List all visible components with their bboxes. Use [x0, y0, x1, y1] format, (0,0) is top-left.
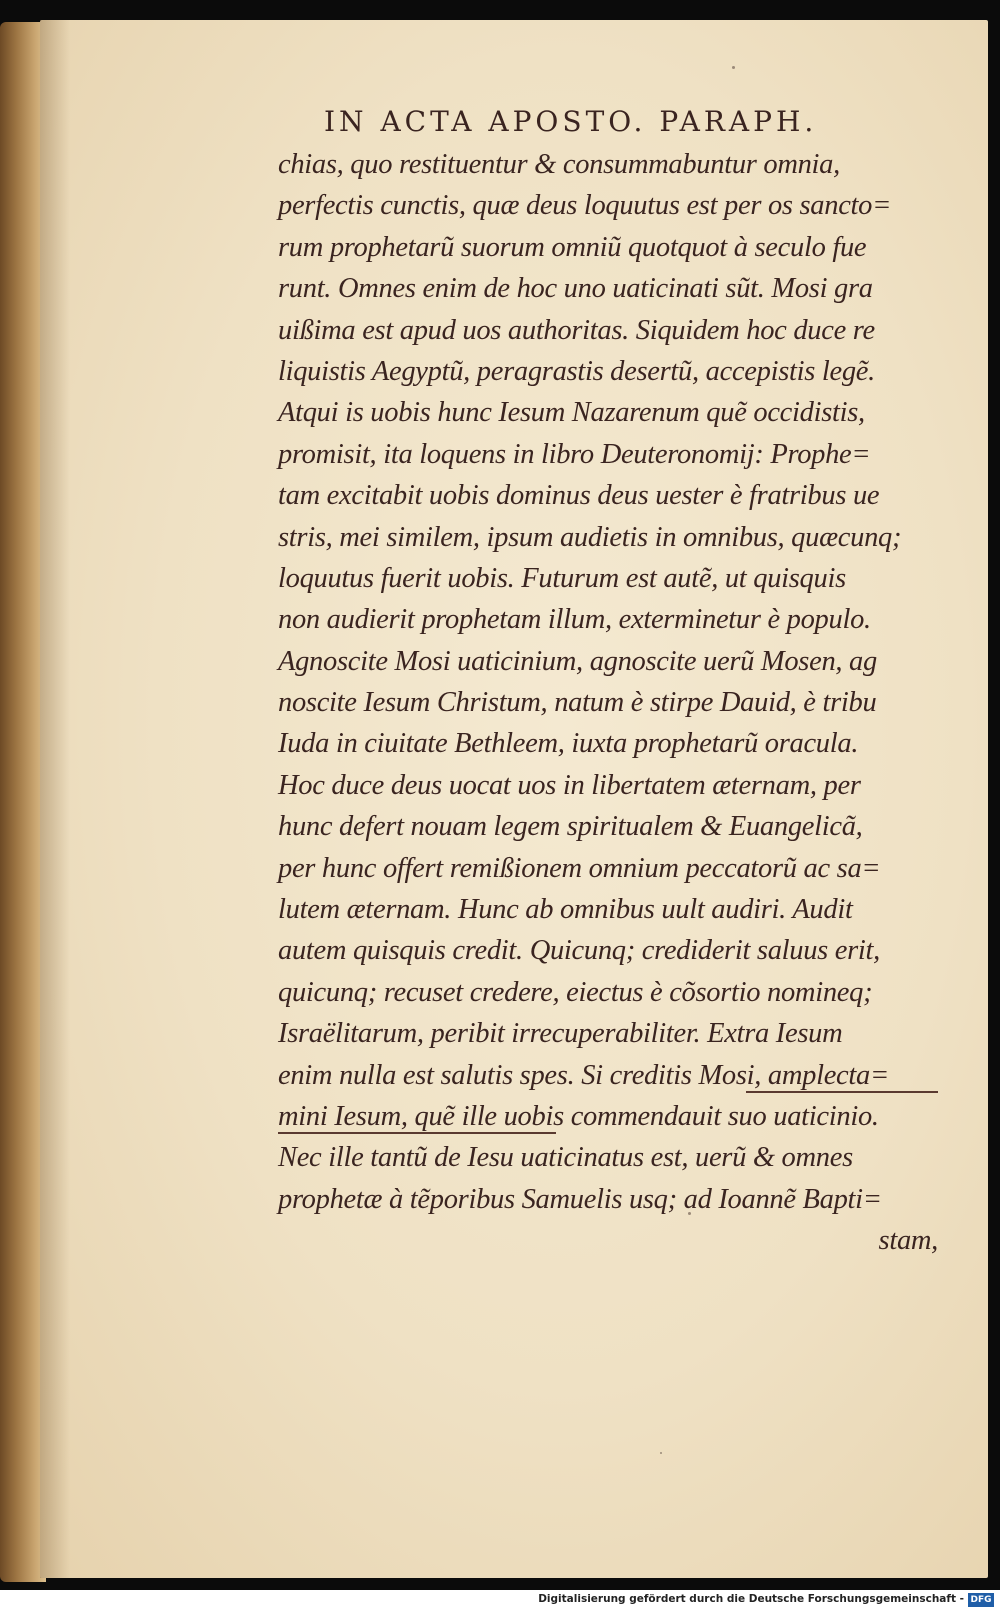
text-line: runt. Omnes enim de hoc uno uaticinati sũt. Mosi gra [278, 273, 873, 305]
text-line: promisit, ita loquens in libro Deuteronomij: Prophe= [278, 438, 871, 470]
paper-speck [732, 66, 735, 69]
page-text-block [278, 100, 938, 1262]
text-line: quicunq; recuset credere, eiectus è cõsortio nomineq; [278, 976, 873, 1008]
text-line: uißima est apud uos authoritas. Siquidem hoc duce re [278, 314, 875, 346]
text-line: non audierit prophetam illum, exterminetur è populo. [278, 604, 871, 636]
text-line: Agnoscite Mosi uaticinium, agnoscite uerũ Mosen, ag [278, 645, 877, 677]
text-line: prophetæ à tẽporibus Samuelis usq; ad Ioannẽ Bapti= [278, 1183, 882, 1215]
handwritten-underline [278, 1132, 556, 1134]
text-line: chias, quo restituentur & consummabuntur omnia, [278, 149, 840, 180]
text-line: perfectis cunctis, quæ deus loquutus est per os sancto= [278, 190, 892, 222]
text-line: Iuda in ciuitate Bethleem, iuxta prophetarũ oracula. [278, 728, 859, 760]
paper-speck [660, 1452, 662, 1454]
text-line: noscite Iesum Christum, natum è stirpe Dauid, è tribu [278, 687, 877, 719]
body-text [278, 144, 938, 1262]
running-head: IN ACTA APOSTO. PARAPH. [324, 105, 818, 138]
text-line: hunc defert nouam legem spiritualem & Euangelicã, [278, 811, 863, 843]
digitization-credit: Digitalisierung gefördert durch die Deutsche Forschungsgemeinschaft - [538, 1593, 964, 1605]
handwritten-underline [746, 1091, 938, 1093]
text-line: per hunc offert remißionem omnium peccatorũ ac sa= [278, 852, 881, 884]
text-line: loquutus fuerit uobis. Futurum est autẽ, ut quisquis [278, 562, 846, 594]
text-line: liquistis Aegyptũ, peragrastis desertũ, accepistis legẽ. [278, 355, 875, 387]
text-line: Israëlitarum, peribit irrecuperabiliter. Extra Iesum [278, 1018, 843, 1050]
page-gutter-shadow [40, 20, 70, 1578]
text-line: lutem æternam. Hunc ab omnibus uult audiri. Audit [278, 894, 853, 926]
text-line: autem quisquis credit. Quicunq; crediderit saluus erit, [278, 935, 880, 967]
text-line: Hoc duce deus uocat uos in libertatem æternam, per [278, 769, 861, 801]
dfg-logo: DFG [968, 1593, 994, 1607]
text-line: stam, [878, 1225, 938, 1257]
text-line: tam excitabit uobis dominus deus uester è fratribus ue [278, 480, 880, 512]
text-line: mini Iesum, quẽ ille uobis commendauit suo uaticinio. [278, 1100, 879, 1132]
text-line: Nec ille tantũ de Iesu uaticinatus est, uerũ & omnes [278, 1142, 853, 1174]
text-line: rum prophetarũ suorum omniũ quotquot à seculo fue [278, 231, 867, 263]
text-line: enim nulla est salutis spes. Si creditis Mosi, amplecta= [278, 1059, 889, 1091]
text-line: Atqui is uobis hunc Iesum Nazarenum quẽ occidistis, [278, 397, 865, 429]
text-line: stris, mei similem, ipsum audietis in omnibus, quæcunq; [278, 521, 902, 553]
